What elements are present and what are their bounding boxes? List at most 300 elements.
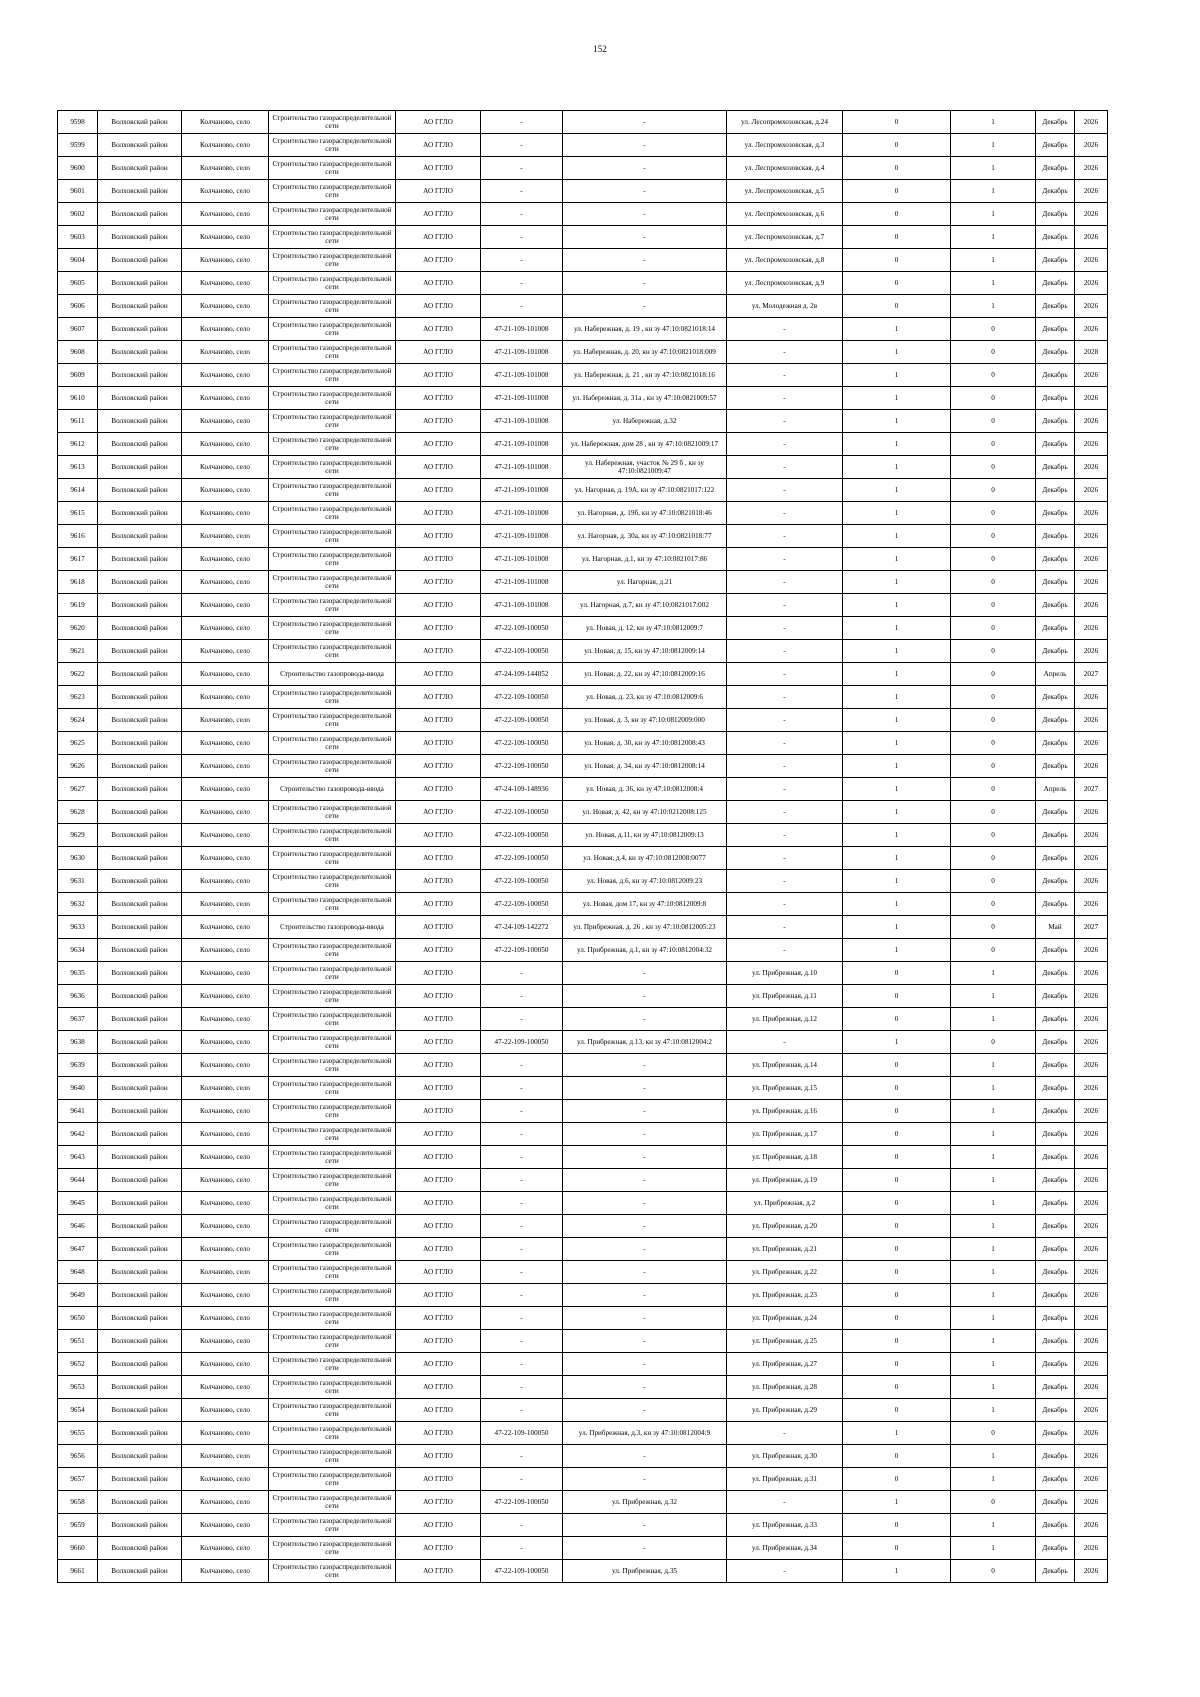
row-number-cell: 9601 — [58, 180, 98, 203]
work-type-cell: Строительство газораспределительной сети — [269, 594, 396, 617]
month-cell: Декабрь — [1036, 594, 1075, 617]
work-type-cell: Строительство газораспределительной сети — [269, 732, 396, 755]
count-a-cell: 0 — [843, 295, 951, 318]
count-a-cell: 0 — [843, 1514, 951, 1537]
tech-conditions-cell: 47-24-109-142272 — [481, 916, 563, 939]
year-cell: 2026 — [1075, 1008, 1108, 1031]
month-cell: Декабрь — [1036, 1192, 1075, 1215]
month-cell: Декабрь — [1036, 824, 1075, 847]
month-cell: Декабрь — [1036, 1100, 1075, 1123]
count-b-cell: 0 — [951, 1031, 1036, 1054]
count-b-cell: 1 — [951, 203, 1036, 226]
row-number-cell: 9602 — [58, 203, 98, 226]
district-cell: Волховский район — [98, 778, 182, 801]
settlement-cell: Колчаново, село — [182, 801, 269, 824]
table-row — [58, 479, 1108, 502]
work-type-cell: Строительство газораспределительной сети — [269, 1215, 396, 1238]
row-number-cell: 9655 — [58, 1422, 98, 1445]
object-address-cell: ул. Леспромхозовская, д.6 — [727, 203, 843, 226]
district-cell: Волховский район — [98, 1353, 182, 1376]
count-a-cell: 0 — [843, 1215, 951, 1238]
table-row — [58, 594, 1108, 617]
year-cell: 2026 — [1075, 686, 1108, 709]
count-b-cell: 1 — [951, 295, 1036, 318]
count-a-cell: 0 — [843, 962, 951, 985]
contract-address-cell: - — [563, 1146, 727, 1169]
contract-address-cell: - — [563, 1307, 727, 1330]
row-number-cell: 9620 — [58, 617, 98, 640]
district-cell: Волховский район — [98, 157, 182, 180]
settlement-cell: Колчаново, село — [182, 364, 269, 387]
tech-conditions-cell: 47-21-109-101008 — [481, 571, 563, 594]
count-b-cell: 0 — [951, 640, 1036, 663]
year-cell: 2026 — [1075, 456, 1108, 479]
row-number-cell: 9661 — [58, 1560, 98, 1583]
count-a-cell: 0 — [843, 111, 951, 134]
count-a-cell: 1 — [843, 778, 951, 801]
object-address-cell: - — [727, 1031, 843, 1054]
district-cell: Волховский район — [98, 1445, 182, 1468]
settlement-cell: Колчаново, село — [182, 226, 269, 249]
object-address-cell: - — [727, 364, 843, 387]
table-row — [58, 1146, 1108, 1169]
month-cell: Апрель — [1036, 663, 1075, 686]
tech-conditions-cell: 47-22-109-100050 — [481, 709, 563, 732]
object-address-cell: ул. Леспромхозовская, д.8 — [727, 249, 843, 272]
organization-cell: АО ГГЛО — [396, 847, 481, 870]
year-cell: 2026 — [1075, 1445, 1108, 1468]
row-number-cell: 9619 — [58, 594, 98, 617]
month-cell: Декабрь — [1036, 433, 1075, 456]
object-address-cell: ул. Прибрежная, д.11 — [727, 985, 843, 1008]
object-address-cell: ул. Прибрежная, д.10 — [727, 962, 843, 985]
tech-conditions-cell: 47-21-109-101008 — [481, 456, 563, 479]
object-address-cell: ул. Прибрежная, д.21 — [727, 1238, 843, 1261]
district-cell: Волховский район — [98, 870, 182, 893]
month-cell: Декабрь — [1036, 502, 1075, 525]
table-row — [58, 916, 1108, 939]
contract-address-cell: ул. Нагорная, д.7, кн зу 47:10:0821017:002 — [563, 594, 727, 617]
count-a-cell: 1 — [843, 479, 951, 502]
district-cell: Волховский район — [98, 617, 182, 640]
tech-conditions-cell: - — [481, 962, 563, 985]
tech-conditions-cell: - — [481, 226, 563, 249]
district-cell: Волховский район — [98, 1192, 182, 1215]
work-type-cell: Строительство газораспределительной сети — [269, 801, 396, 824]
year-cell: 2026 — [1075, 824, 1108, 847]
count-b-cell: 0 — [951, 939, 1036, 962]
object-address-cell: - — [727, 847, 843, 870]
district-cell: Волховский район — [98, 1169, 182, 1192]
count-a-cell: 1 — [843, 801, 951, 824]
settlement-cell: Колчаново, село — [182, 778, 269, 801]
count-b-cell: 1 — [951, 985, 1036, 1008]
row-number-cell: 9607 — [58, 318, 98, 341]
count-b-cell: 0 — [951, 824, 1036, 847]
contract-address-cell: - — [563, 295, 727, 318]
district-cell: Волховский район — [98, 502, 182, 525]
contract-address-cell: - — [563, 272, 727, 295]
count-b-cell: 1 — [951, 962, 1036, 985]
tech-conditions-cell: - — [481, 1445, 563, 1468]
contract-address-cell: ул. Новая, дом 17, кн зу 47:10:0812009:8 — [563, 893, 727, 916]
count-a-cell: 0 — [843, 1054, 951, 1077]
row-number-cell: 9612 — [58, 433, 98, 456]
settlement-cell: Колчаново, село — [182, 663, 269, 686]
organization-cell: АО ГГЛО — [396, 525, 481, 548]
year-cell: 2026 — [1075, 732, 1108, 755]
count-b-cell: 1 — [951, 1468, 1036, 1491]
contract-address-cell: - — [563, 111, 727, 134]
organization-cell: АО ГГЛО — [396, 617, 481, 640]
row-number-cell: 9613 — [58, 456, 98, 479]
work-type-cell: Строительство газораспределительной сети — [269, 893, 396, 916]
organization-cell: АО ГГЛО — [396, 180, 481, 203]
tech-conditions-cell: - — [481, 1215, 563, 1238]
table-row — [58, 1192, 1108, 1215]
contract-address-cell: ул. Набережная, д.32 — [563, 410, 727, 433]
settlement-cell: Колчаново, село — [182, 502, 269, 525]
page-number: 152 — [593, 44, 607, 54]
object-address-cell: ул. Прибрежная, д.15 — [727, 1077, 843, 1100]
settlement-cell: Колчаново, село — [182, 1445, 269, 1468]
tech-conditions-cell: 47-22-109-100050 — [481, 1422, 563, 1445]
count-b-cell: 1 — [951, 1054, 1036, 1077]
organization-cell: АО ГГЛО — [396, 732, 481, 755]
table-row — [58, 962, 1108, 985]
contract-address-cell: - — [563, 1238, 727, 1261]
row-number-cell: 9610 — [58, 387, 98, 410]
settlement-cell: Колчаново, село — [182, 962, 269, 985]
organization-cell: АО ГГЛО — [396, 157, 481, 180]
table-row — [58, 456, 1108, 479]
object-address-cell: ул. Прибрежная, д.24 — [727, 1307, 843, 1330]
settlement-cell: Колчаново, село — [182, 870, 269, 893]
table-row — [58, 1422, 1108, 1445]
year-cell: 2026 — [1075, 617, 1108, 640]
count-b-cell: 0 — [951, 732, 1036, 755]
district-cell: Волховский район — [98, 525, 182, 548]
tech-conditions-cell: - — [481, 1123, 563, 1146]
settlement-cell: Колчаново, село — [182, 387, 269, 410]
count-b-cell: 1 — [951, 1008, 1036, 1031]
year-cell: 2026 — [1075, 1376, 1108, 1399]
count-a-cell: 0 — [843, 1169, 951, 1192]
organization-cell: АО ГГЛО — [396, 456, 481, 479]
year-cell: 2026 — [1075, 295, 1108, 318]
count-a-cell: 1 — [843, 640, 951, 663]
contract-address-cell: - — [563, 1284, 727, 1307]
table-row — [58, 249, 1108, 272]
tech-conditions-cell: - — [481, 111, 563, 134]
contract-address-cell: - — [563, 157, 727, 180]
row-number-cell: 9651 — [58, 1330, 98, 1353]
count-b-cell: 0 — [951, 617, 1036, 640]
year-cell: 2026 — [1075, 985, 1108, 1008]
work-type-cell: Строительство газораспределительной сети — [269, 295, 396, 318]
tech-conditions-cell: 47-21-109-101008 — [481, 502, 563, 525]
settlement-cell: Колчаново, село — [182, 985, 269, 1008]
organization-cell: АО ГГЛО — [396, 1353, 481, 1376]
district-cell: Волховский район — [98, 594, 182, 617]
settlement-cell: Колчаново, село — [182, 847, 269, 870]
month-cell: Декабрь — [1036, 318, 1075, 341]
work-type-cell: Строительство газораспределительной сети — [269, 1238, 396, 1261]
count-a-cell: 1 — [843, 732, 951, 755]
object-address-cell: ул. Прибрежная, д.14 — [727, 1054, 843, 1077]
count-b-cell: 1 — [951, 1100, 1036, 1123]
tech-conditions-cell: - — [481, 1468, 563, 1491]
row-number-cell: 9653 — [58, 1376, 98, 1399]
settlement-cell: Колчаново, село — [182, 1261, 269, 1284]
work-type-cell: Строительство газораспределительной сети — [269, 249, 396, 272]
district-cell: Волховский район — [98, 318, 182, 341]
table-row — [58, 1008, 1108, 1031]
row-number-cell: 9648 — [58, 1261, 98, 1284]
row-number-cell: 9639 — [58, 1054, 98, 1077]
organization-cell: АО ГГЛО — [396, 755, 481, 778]
work-type-cell: Строительство газораспределительной сети — [269, 1514, 396, 1537]
work-type-cell: Строительство газораспределительной сети — [269, 1330, 396, 1353]
row-number-cell: 9633 — [58, 916, 98, 939]
organization-cell: АО ГГЛО — [396, 1146, 481, 1169]
tech-conditions-cell: - — [481, 1008, 563, 1031]
table-row — [58, 939, 1108, 962]
district-cell: Волховский район — [98, 410, 182, 433]
organization-cell: АО ГГЛО — [396, 1238, 481, 1261]
work-type-cell: Строительство газораспределительной сети — [269, 364, 396, 387]
settlement-cell: Колчаново, село — [182, 709, 269, 732]
tech-conditions-cell: 47-21-109-101008 — [481, 433, 563, 456]
settlement-cell: Колчаново, село — [182, 1100, 269, 1123]
contract-address-cell: ул. Прибрежная, д. 26 , кн зу 47:10:0812005:23 — [563, 916, 727, 939]
month-cell: Декабрь — [1036, 709, 1075, 732]
district-cell: Волховский район — [98, 571, 182, 594]
district-cell: Волховский район — [98, 1031, 182, 1054]
count-b-cell: 1 — [951, 249, 1036, 272]
count-b-cell: 0 — [951, 548, 1036, 571]
row-number-cell: 9628 — [58, 801, 98, 824]
count-a-cell: 1 — [843, 594, 951, 617]
contract-address-cell: - — [563, 1169, 727, 1192]
month-cell: Декабрь — [1036, 1284, 1075, 1307]
month-cell: Декабрь — [1036, 272, 1075, 295]
object-address-cell: ул. Прибрежная, д.30 — [727, 1445, 843, 1468]
district-cell: Волховский район — [98, 824, 182, 847]
month-cell: Декабрь — [1036, 1537, 1075, 1560]
object-address-cell: ул. Леспромхозовская, д.7 — [727, 226, 843, 249]
work-type-cell: Строительство газораспределительной сети — [269, 410, 396, 433]
year-cell: 2026 — [1075, 1215, 1108, 1238]
tech-conditions-cell: 47-21-109-101008 — [481, 410, 563, 433]
year-cell: 2026 — [1075, 203, 1108, 226]
work-type-cell: Строительство газораспределительной сети — [269, 180, 396, 203]
organization-cell: АО ГГЛО — [396, 318, 481, 341]
tech-conditions-cell: 47-21-109-101008 — [481, 364, 563, 387]
tech-conditions-cell: 47-21-109-101008 — [481, 341, 563, 364]
district-cell: Волховский район — [98, 1560, 182, 1583]
table-row — [58, 1031, 1108, 1054]
settlement-cell: Колчаново, село — [182, 1468, 269, 1491]
table-row — [58, 134, 1108, 157]
district-cell: Волховский район — [98, 640, 182, 663]
work-type-cell: Строительство газораспределительной сети — [269, 1537, 396, 1560]
object-address-cell: ул. Прибрежная, д.22 — [727, 1261, 843, 1284]
count-a-cell: 0 — [843, 1330, 951, 1353]
count-a-cell: 1 — [843, 456, 951, 479]
row-number-cell: 9606 — [58, 295, 98, 318]
object-address-cell: ул. Прибрежная, д.20 — [727, 1215, 843, 1238]
district-cell: Волховский район — [98, 755, 182, 778]
work-type-cell: Строительство газораспределительной сети — [269, 1468, 396, 1491]
work-type-cell: Строительство газораспределительной сети — [269, 111, 396, 134]
organization-cell: АО ГГЛО — [396, 1215, 481, 1238]
tech-conditions-cell: - — [481, 249, 563, 272]
count-b-cell: 1 — [951, 1514, 1036, 1537]
contract-address-cell: - — [563, 1100, 727, 1123]
count-b-cell: 0 — [951, 456, 1036, 479]
object-address-cell: ул. Прибрежная, д.31 — [727, 1468, 843, 1491]
settlement-cell: Колчаново, село — [182, 479, 269, 502]
contract-address-cell: ул. Новая, д.4, кн зу 47:10:0812008:0077 — [563, 847, 727, 870]
settlement-cell: Колчаново, село — [182, 755, 269, 778]
count-a-cell: 1 — [843, 870, 951, 893]
row-number-cell: 9642 — [58, 1123, 98, 1146]
district-cell: Волховский район — [98, 985, 182, 1008]
month-cell: Декабрь — [1036, 1123, 1075, 1146]
district-cell: Волховский район — [98, 686, 182, 709]
settlement-cell: Колчаново, село — [182, 1284, 269, 1307]
settlement-cell: Колчаново, село — [182, 824, 269, 847]
work-type-cell: Строительство газораспределительной сети — [269, 525, 396, 548]
organization-cell: АО ГГЛО — [396, 134, 481, 157]
month-cell: Декабрь — [1036, 1422, 1075, 1445]
gasification-table — [57, 110, 1108, 1583]
work-type-cell: Строительство газораспределительной сети — [269, 847, 396, 870]
row-number-cell: 9635 — [58, 962, 98, 985]
district-cell: Волховский район — [98, 180, 182, 203]
tech-conditions-cell: - — [481, 1146, 563, 1169]
district-cell: Волховский район — [98, 479, 182, 502]
contract-address-cell: ул. Набережная, д. 19 , кн зу 47:10:0821018:14 — [563, 318, 727, 341]
organization-cell: АО ГГЛО — [396, 1560, 481, 1583]
organization-cell: АО ГГЛО — [396, 1100, 481, 1123]
district-cell: Волховский район — [98, 456, 182, 479]
object-address-cell: - — [727, 341, 843, 364]
settlement-cell: Колчаново, село — [182, 1169, 269, 1192]
settlement-cell: Колчаново, село — [182, 1192, 269, 1215]
row-number-cell: 9632 — [58, 893, 98, 916]
month-cell: Декабрь — [1036, 295, 1075, 318]
organization-cell: АО ГГЛО — [396, 801, 481, 824]
district-cell: Волховский район — [98, 548, 182, 571]
organization-cell: АО ГГЛО — [396, 1054, 481, 1077]
year-cell: 2026 — [1075, 249, 1108, 272]
count-a-cell: 0 — [843, 1008, 951, 1031]
district-cell: Волховский район — [98, 433, 182, 456]
contract-address-cell: - — [563, 1353, 727, 1376]
month-cell: Декабрь — [1036, 1307, 1075, 1330]
table-row — [58, 1560, 1108, 1583]
table-row — [58, 203, 1108, 226]
year-cell: 2026 — [1075, 1560, 1108, 1583]
contract-address-cell: - — [563, 1054, 727, 1077]
object-address-cell: - — [727, 456, 843, 479]
month-cell: Декабрь — [1036, 548, 1075, 571]
year-cell: 2026 — [1075, 709, 1108, 732]
work-type-cell: Строительство газораспределительной сети — [269, 1077, 396, 1100]
count-a-cell: 0 — [843, 1238, 951, 1261]
table-row — [58, 1123, 1108, 1146]
row-number-cell: 9637 — [58, 1008, 98, 1031]
object-address-cell: ул. Прибрежная, д.2 — [727, 1192, 843, 1215]
row-number-cell: 9604 — [58, 249, 98, 272]
count-b-cell: 0 — [951, 709, 1036, 732]
settlement-cell: Колчаново, село — [182, 1123, 269, 1146]
object-address-cell: ул. Прибрежная, д.18 — [727, 1146, 843, 1169]
organization-cell: АО ГГЛО — [396, 1422, 481, 1445]
work-type-cell: Строительство газопровода-ввода — [269, 916, 396, 939]
table-row — [58, 364, 1108, 387]
work-type-cell: Строительство газораспределительной сети — [269, 870, 396, 893]
district-cell: Волховский район — [98, 893, 182, 916]
work-type-cell: Строительство газораспределительной сети — [269, 1445, 396, 1468]
organization-cell: АО ГГЛО — [396, 226, 481, 249]
count-b-cell: 1 — [951, 1399, 1036, 1422]
month-cell: Декабрь — [1036, 985, 1075, 1008]
object-address-cell: - — [727, 709, 843, 732]
district-cell: Волховский район — [98, 916, 182, 939]
count-a-cell: 0 — [843, 226, 951, 249]
count-a-cell: 1 — [843, 939, 951, 962]
month-cell: Декабрь — [1036, 939, 1075, 962]
tech-conditions-cell: - — [481, 1376, 563, 1399]
year-cell: 2026 — [1075, 1422, 1108, 1445]
count-a-cell: 1 — [843, 663, 951, 686]
count-a-cell: 1 — [843, 893, 951, 916]
work-type-cell: Строительство газораспределительной сети — [269, 1169, 396, 1192]
table-row — [58, 180, 1108, 203]
settlement-cell: Колчаново, село — [182, 295, 269, 318]
table-body — [58, 111, 1108, 1583]
district-cell: Волховский район — [98, 1399, 182, 1422]
district-cell: Волховский район — [98, 847, 182, 870]
row-number-cell: 9626 — [58, 755, 98, 778]
district-cell: Волховский район — [98, 663, 182, 686]
row-number-cell: 9636 — [58, 985, 98, 1008]
table-row — [58, 295, 1108, 318]
count-b-cell: 1 — [951, 111, 1036, 134]
year-cell: 2026 — [1075, 1054, 1108, 1077]
object-address-cell: ул. Леспромхозовская, д.4 — [727, 157, 843, 180]
work-type-cell: Строительство газораспределительной сети — [269, 157, 396, 180]
year-cell: 2026 — [1075, 410, 1108, 433]
year-cell: 2026 — [1075, 1514, 1108, 1537]
table-row — [58, 1514, 1108, 1537]
year-cell: 2026 — [1075, 387, 1108, 410]
settlement-cell: Колчаново, село — [182, 433, 269, 456]
district-cell: Волховский район — [98, 1008, 182, 1031]
district-cell: Волховский район — [98, 1238, 182, 1261]
work-type-cell: Строительство газораспределительной сети — [269, 1560, 396, 1583]
month-cell: Декабрь — [1036, 479, 1075, 502]
count-b-cell: 0 — [951, 525, 1036, 548]
object-address-cell: - — [727, 939, 843, 962]
organization-cell: АО ГГЛО — [396, 502, 481, 525]
count-b-cell: 1 — [951, 157, 1036, 180]
count-a-cell: 0 — [843, 249, 951, 272]
contract-address-cell: - — [563, 203, 727, 226]
